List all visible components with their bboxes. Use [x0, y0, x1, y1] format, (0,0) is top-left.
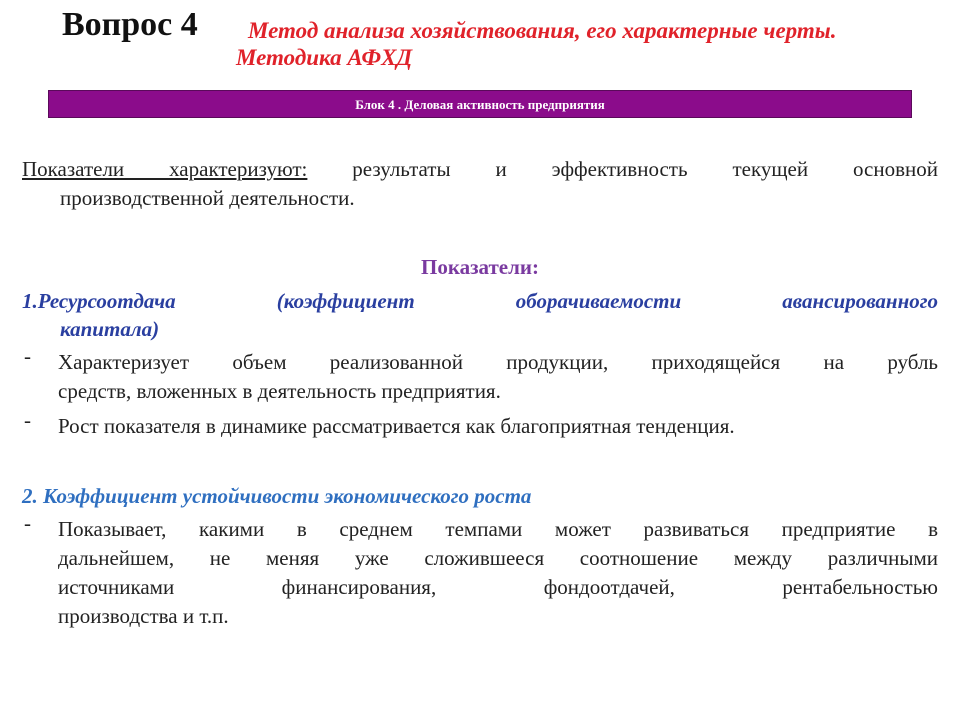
item2-title: 2. Коэффициент устойчивости экономического роста — [22, 484, 532, 508]
item1-bullet1-line1: Характеризует объем реализованной продукции, приходящейся на рубль — [58, 350, 938, 374]
question-number: Вопрос 4 — [62, 6, 198, 43]
dash-marker: - — [24, 408, 31, 432]
dash-marker: - — [24, 511, 31, 535]
intro-text-line1: результаты и эффективность текущей основной — [307, 157, 938, 181]
slide-title-line1: Метод анализа хозяйствования, его характерные черты. — [248, 18, 837, 43]
item2-bullet1-line4: производства и т.п. — [58, 604, 229, 628]
item1-bullet2 — [22, 408, 938, 441]
item1-bullet1 — [22, 344, 938, 406]
item1-title-line2: капитала) — [60, 317, 160, 341]
intro-lead: Показатели характеризуют: — [22, 157, 308, 181]
item2-bullet1-line1: Показывает, какими в среднем темпами может развиваться предприятие в — [58, 517, 938, 541]
indicators-heading: Показатели: — [420, 255, 540, 279]
item1-title-line1: 1.Ресурсоотдача (коэффициент оборачиваемости авансированного — [22, 289, 938, 313]
block-banner — [48, 90, 912, 118]
dash-marker: - — [24, 344, 31, 368]
item1-bullet1-line2: средств, вложенных в деятельность предприятия. — [58, 379, 501, 403]
block-banner-label: Блок 4 . Деловая активность предприятия — [355, 97, 605, 112]
intro-line1 — [22, 155, 938, 184]
slide-title-line2: Методика АФХД — [236, 45, 413, 70]
intro-line2: производственной деятельности. — [60, 186, 355, 210]
item2-bullet1-line2: дальнейшем, не меняя уже сложившееся соотношение между различными — [58, 546, 938, 570]
item2-bullet1-line3: источниками финансирования, фондоотдачей, рентабельностью — [58, 575, 938, 599]
item1-bullet2-text: Рост показателя в динамике рассматривается как благоприятная тенденция. — [58, 414, 735, 438]
item2-bullet1 — [22, 511, 938, 631]
